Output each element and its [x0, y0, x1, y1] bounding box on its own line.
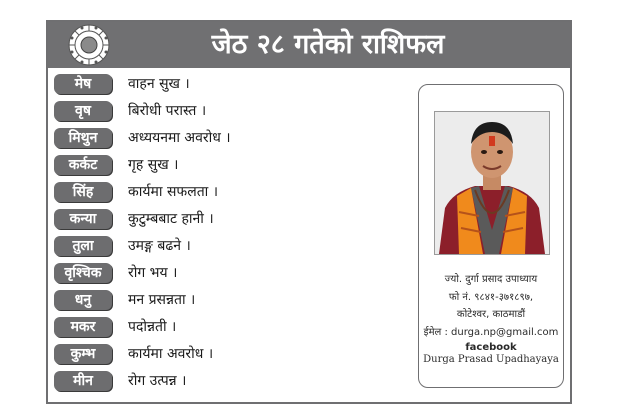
list-item — [54, 74, 414, 96]
list-item — [54, 101, 414, 123]
sign-badge: मेष — [54, 74, 112, 94]
astrologer-name: ज्यो. दुर्गा प्रसाद उपाध्याय — [444, 274, 538, 285]
list-item — [54, 236, 414, 258]
sign-reading: उमङ्ग बढने । — [128, 238, 191, 254]
astrologer-card — [418, 84, 564, 388]
astrologer-phone: फो नं. ९८४१-३७१८९७, — [448, 292, 534, 303]
sign-reading: गृह सुख । — [128, 157, 179, 173]
sign-reading: कार्यमा अवरोध । — [128, 346, 214, 362]
sign-badge: वृश्चिक — [54, 263, 112, 283]
sign-reading: मन प्रसन्नता । — [128, 292, 196, 308]
header-bar — [48, 22, 570, 68]
sign-reading: बिरोधी परास्त । — [128, 103, 207, 119]
sign-reading: रोग उत्पन्न । — [128, 373, 187, 389]
sign-badge: सिंह — [54, 182, 112, 202]
list-item — [54, 209, 414, 231]
sign-reading: रोग भय । — [128, 265, 178, 281]
astrologer-address: कोटेश्वर, काठमाडौं — [456, 309, 526, 320]
sign-badge: मकर — [54, 317, 112, 337]
sign-reading: कार्यमा सफलता । — [128, 184, 219, 200]
sign-badge: कुम्भ — [54, 344, 112, 364]
list-item — [54, 128, 414, 150]
sign-badge: कर्कट — [54, 155, 112, 175]
list-item — [54, 317, 414, 339]
zodiac-wheel-icon — [68, 24, 110, 66]
sign-badge: तुला — [54, 236, 112, 256]
list-item — [54, 344, 414, 366]
sign-reading: वाहन सुख । — [128, 76, 190, 92]
sign-reading: पदोन्नती । — [128, 319, 177, 335]
list-item — [54, 263, 414, 285]
facebook-label: facebook — [465, 342, 517, 353]
page-title: जेठ २८ गतेको राशिफल — [211, 29, 445, 60]
sign-badge: वृष — [54, 101, 112, 121]
sign-reading: अध्ययनमा अवरोध । — [128, 130, 231, 146]
facebook-name: Durga Prasad Upadhayaya — [423, 354, 559, 365]
sign-badge: मिथुन — [54, 128, 112, 148]
sign-reading: कुटुम्बबाट हानी । — [128, 211, 214, 227]
list-item — [54, 182, 414, 204]
sign-badge: मीन — [54, 371, 112, 391]
portrait-image — [435, 112, 549, 254]
astrologer-photo — [434, 111, 550, 255]
list-item — [54, 155, 414, 177]
horoscope-panel — [46, 20, 572, 404]
list-item — [54, 371, 414, 393]
astrologer-email: ईमेल : durga.np@gmail.com — [423, 327, 559, 338]
list-item — [54, 290, 414, 312]
sign-badge: धनु — [54, 290, 112, 310]
sign-badge: कन्या — [54, 209, 112, 229]
